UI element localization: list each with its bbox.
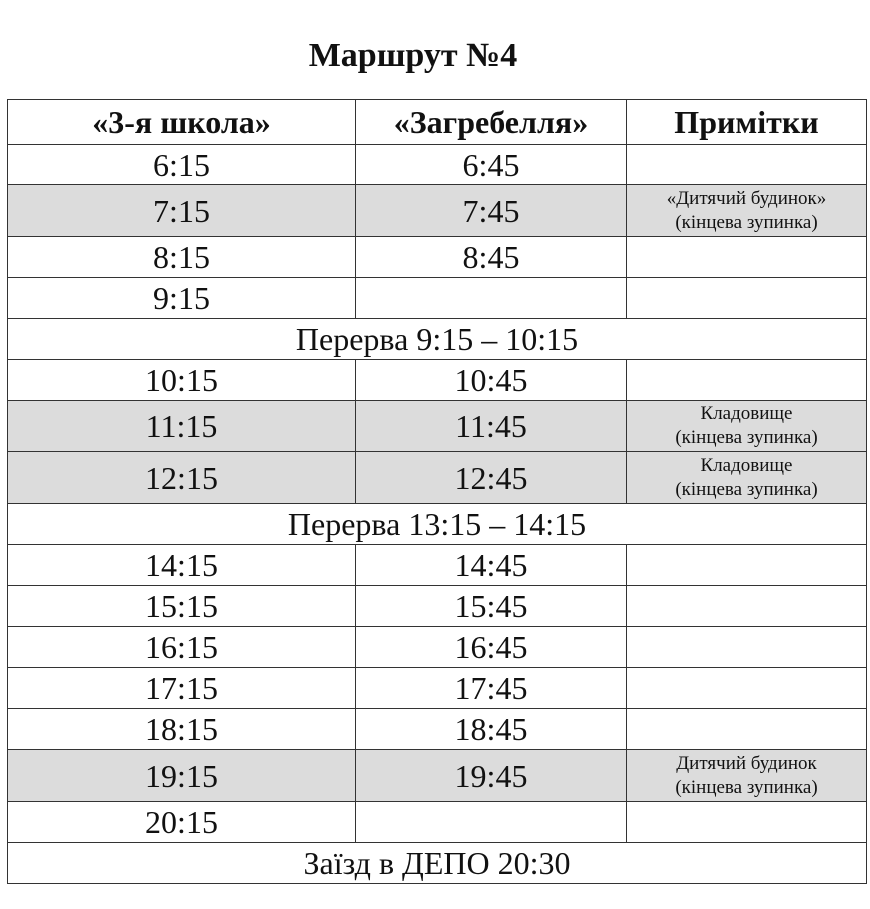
time-cell-zagrebellia: 8:45 <box>356 237 627 278</box>
time-cell-school: 8:15 <box>8 237 356 278</box>
break-row <box>8 319 867 360</box>
note-line: (кінцева зупинка) <box>675 478 818 500</box>
time-cell-zagrebellia: 7:45 <box>356 185 627 237</box>
depot-cell: Заїзд в ДЕПО 20:30 <box>8 843 867 884</box>
header-row <box>8 100 867 145</box>
time-cell-zagrebellia: 14:45 <box>356 545 627 586</box>
note-cell <box>627 750 867 802</box>
table-row <box>8 145 867 185</box>
header-col-school: «3-я школа» <box>8 100 356 145</box>
note-line: (кінцева зупинка) <box>675 776 818 798</box>
time-cell-zagrebellia: 6:45 <box>356 145 627 185</box>
table-row <box>8 709 867 750</box>
time-cell-school: 7:15 <box>8 185 356 237</box>
time-cell-school: 6:15 <box>8 145 356 185</box>
note-cell <box>627 237 867 278</box>
time-cell-zagrebellia: 19:45 <box>356 750 627 802</box>
break-row <box>8 504 867 545</box>
time-cell-school: 10:15 <box>8 360 356 401</box>
time-cell-school: 16:15 <box>8 627 356 668</box>
header-col-notes: Примітки <box>627 100 867 145</box>
table-row <box>8 668 867 709</box>
note-cell <box>627 545 867 586</box>
note-line: Дитячий будинок <box>676 752 817 774</box>
break-row <box>8 843 867 884</box>
table-row <box>8 627 867 668</box>
time-cell-school: 17:15 <box>8 668 356 709</box>
note-cell <box>627 278 867 319</box>
note-cell <box>627 709 867 750</box>
time-cell-zagrebellia <box>356 278 627 319</box>
schedule-table <box>7 99 867 884</box>
table-row <box>8 545 867 586</box>
note-line: (кінцева зупинка) <box>675 427 818 448</box>
note-cell <box>627 627 867 668</box>
time-cell-school: 14:15 <box>8 545 356 586</box>
note-cell <box>627 586 867 627</box>
time-cell-zagrebellia: 12:45 <box>356 452 627 504</box>
note-cell <box>627 802 867 843</box>
note-cell <box>627 668 867 709</box>
note-line: (кінцева зупинка) <box>675 211 818 233</box>
note-cell <box>627 401 867 452</box>
time-cell-zagrebellia: 18:45 <box>356 709 627 750</box>
break-cell: Перерва 9:15 – 10:15 <box>8 319 867 360</box>
page-title: Маршрут №4 <box>308 37 518 74</box>
time-cell-zagrebellia <box>356 802 627 843</box>
time-cell-zagrebellia: 10:45 <box>356 360 627 401</box>
note-cell <box>627 145 867 185</box>
table-row <box>8 360 867 401</box>
time-cell-school: 18:15 <box>8 709 356 750</box>
note-cell <box>627 185 867 237</box>
note-line: «Дитячий будинок» <box>666 187 827 209</box>
table-row <box>8 802 867 843</box>
time-cell-school: 11:15 <box>8 401 356 452</box>
table-row <box>8 401 867 452</box>
time-cell-school: 15:15 <box>8 586 356 627</box>
note-cell <box>627 360 867 401</box>
time-cell-school: 20:15 <box>8 802 356 843</box>
time-cell-zagrebellia: 11:45 <box>356 401 627 452</box>
table-row <box>8 278 867 319</box>
time-cell-zagrebellia: 17:45 <box>356 668 627 709</box>
note-line: Кладовище <box>700 403 793 424</box>
break-cell: Перерва 13:15 – 14:15 <box>8 504 867 545</box>
note-cell <box>627 452 867 504</box>
table-row <box>8 185 867 237</box>
note-line: Кладовище <box>700 454 793 476</box>
table-row <box>8 586 867 627</box>
time-cell-zagrebellia: 15:45 <box>356 586 627 627</box>
table-row <box>8 452 867 504</box>
time-cell-school: 12:15 <box>8 452 356 504</box>
header-col-zagrebellia: «Загребелля» <box>356 100 627 145</box>
table-row <box>8 750 867 802</box>
table-row <box>8 237 867 278</box>
time-cell-zagrebellia: 16:45 <box>356 627 627 668</box>
time-cell-school: 9:15 <box>8 278 356 319</box>
time-cell-school: 19:15 <box>8 750 356 802</box>
